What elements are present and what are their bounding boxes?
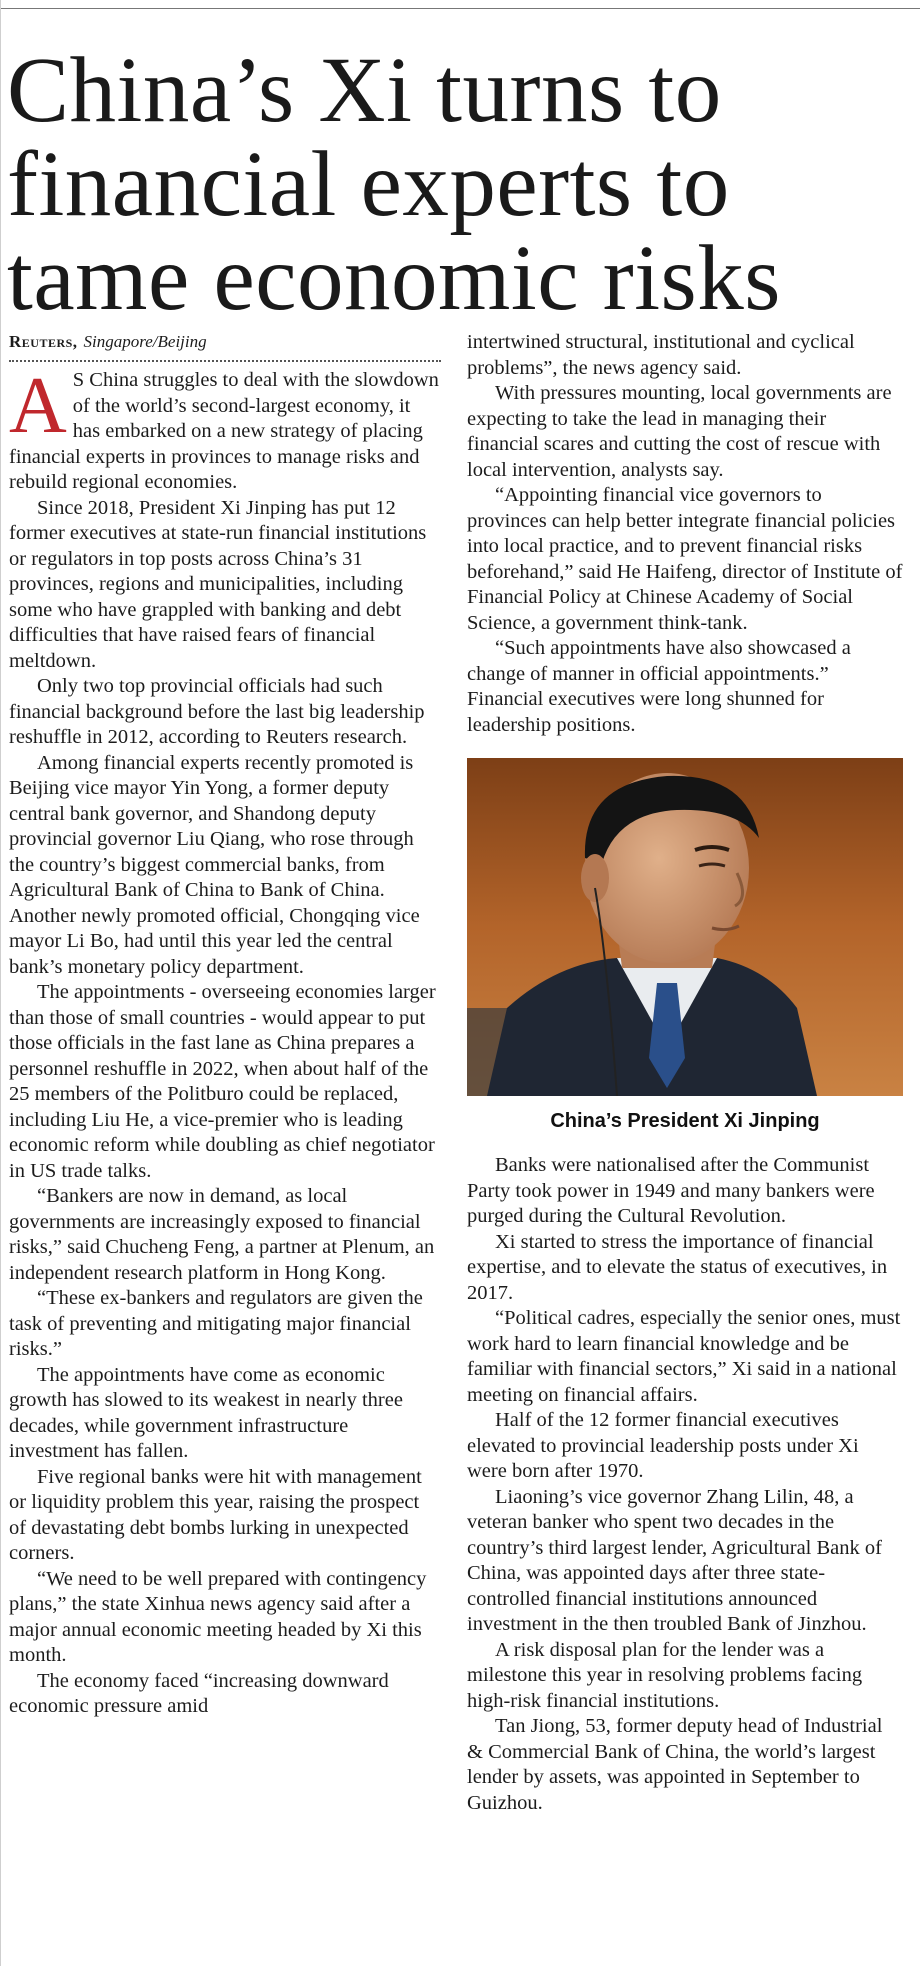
byline-location: Singapore/Beijing <box>83 332 207 351</box>
paragraph: The appointments have come as economic growth has slowed to its weakest in nearly three decades, while government infrastructure investment has fallen. <box>9 1363 403 1462</box>
paragraph: “We need to be well prepared with contingency plans,” the state Xinhua news agency said after a major annual economic meeting headed by Xi this month. <box>9 1567 427 1666</box>
paragraph: “Such appointments have also showcased a change of manner in official appointments.” Financial executives were long shunned for leadership positions. <box>467 637 851 736</box>
paragraph: The appointments - overseeing economies larger than those of small countries - would appear to put those officials in the fast lane as China prepares a personnel reshuffle in 2022, when about half of the 25 members of the Politburo could be replaced, including Liu He, a vice-premier who is leading economic reform while doubling as chief negotiator in US trade talks. <box>9 981 436 1182</box>
headline-line-1: China’s Xi turns to <box>7 39 722 142</box>
lead-paragraph-text: S China struggles to deal with the slowdown of the world’s second-largest economy, it has embarked on a new strategy of placing financial experts in provinces to manage risks and rebuild regional economies. <box>9 369 439 493</box>
paragraph: Xi started to stress the importance of financial expertise, and to elevate the status of executives, in 2017. <box>467 1230 888 1304</box>
paragraph: “Bankers are now in demand, as local governments are increasingly exposed to financial risks,” said Chucheng Feng, a partner at Plenum, an independent research platform in Hong Kong. <box>9 1185 435 1284</box>
paragraph: A risk disposal plan for the lender was a milestone this year in resolving problems facing high-risk financial institutions. <box>467 1638 863 1712</box>
paragraph: Only two top provincial officials had such financial background before the last big leadership reshuffle in 2012, according to Reuters research. <box>9 675 425 748</box>
portrait-illustration <box>467 758 903 1096</box>
portrait-photo <box>467 758 903 1096</box>
paragraph: Five regional banks were hit with management or liquidity problem this year, raising the prospect of devastating debt bombs lurking in unexpected corners. <box>9 1465 422 1564</box>
photo-caption: China’s President Xi Jinping <box>550 1110 820 1132</box>
paragraph: Banks were nationalised after the Communist Party took power in 1949 and many bankers were purged during the Cultural Revolution. <box>467 1154 875 1227</box>
lead-paragraph <box>9 362 441 496</box>
paragraph: Tan Jiong, 53, former deputy head of Industrial & Commercial Bank of China, the world’s largest lender by assets, was appointed in September to Guizhou. <box>467 1715 883 1814</box>
byline <box>9 330 441 362</box>
left-column <box>9 330 441 1720</box>
paragraph: intertwined structural, institutional and cyclical problems”, the news agency said. <box>467 331 855 379</box>
paragraph: Liaoning’s vice governor Zhang Lilin, 48, a veteran banker who spent two decades in the country’s third largest lender, Agricultural Bank of China, was appointed days after three state-controlled financial institutions announced investment in the then troubled Bank of Jinzhou. <box>467 1485 882 1635</box>
paragraph: “These ex-bankers and regulators are given the task of preventing and mitigating major financial risks.” <box>9 1287 423 1360</box>
paragraph: “Political cadres, especially the senior ones, must work hard to learn financial knowledge and be familiar with financial sectors,” Xi said in a national meeting on financial affairs. <box>467 1307 901 1406</box>
byline-agency: Reuters, <box>9 332 78 351</box>
paragraph: “Appointing financial vice governors to provinces can help better integrate financial policies into local practice, and to prevent financial risks beforehand,” said He Haifeng, director of Institute of Financial Policy at Chinese Academy of Social Science, a government think-tank. <box>467 484 903 634</box>
top-rule <box>1 8 920 9</box>
headline <box>7 39 912 330</box>
paragraph: Since 2018, President Xi Jinping has put 12 former executives at state-run financial institutions or regulators in top posts across China’s 31 provinces, regions and municipalities, including some who have grappled with banking and debt difficulties that have raised fears of financial meltdown. <box>9 496 427 672</box>
drop-cap: A <box>9 362 67 450</box>
paragraph: The economy faced “increasing downward economic pressure amid <box>9 1669 389 1717</box>
paragraph: With pressures mounting, local governments are expecting to take the lead in managing their financial scares and cutting the cost of rescue with local intervention, analysts say. <box>467 382 892 481</box>
headline-line-2: financial experts to <box>7 133 730 236</box>
headline-line-3: tame economic risks <box>7 227 781 330</box>
paragraph: Among financial experts recently promoted is Beijing vice mayor Yin Yong, a former deputy central bank governor, and Shandong deputy provincial governor Liu Qiang, who rose through the country’s biggest commercial banks, from Agricultural Bank of China to Bank of China. Another newly promoted official, Chongqing vice mayor Li Bo, had until this year led the central bank’s monetary policy department. <box>9 751 420 978</box>
right-column <box>467 330 903 1816</box>
paragraph: Half of the 12 former financial executives elevated to provincial leadership posts under Xi were born after 1970. <box>467 1409 859 1482</box>
